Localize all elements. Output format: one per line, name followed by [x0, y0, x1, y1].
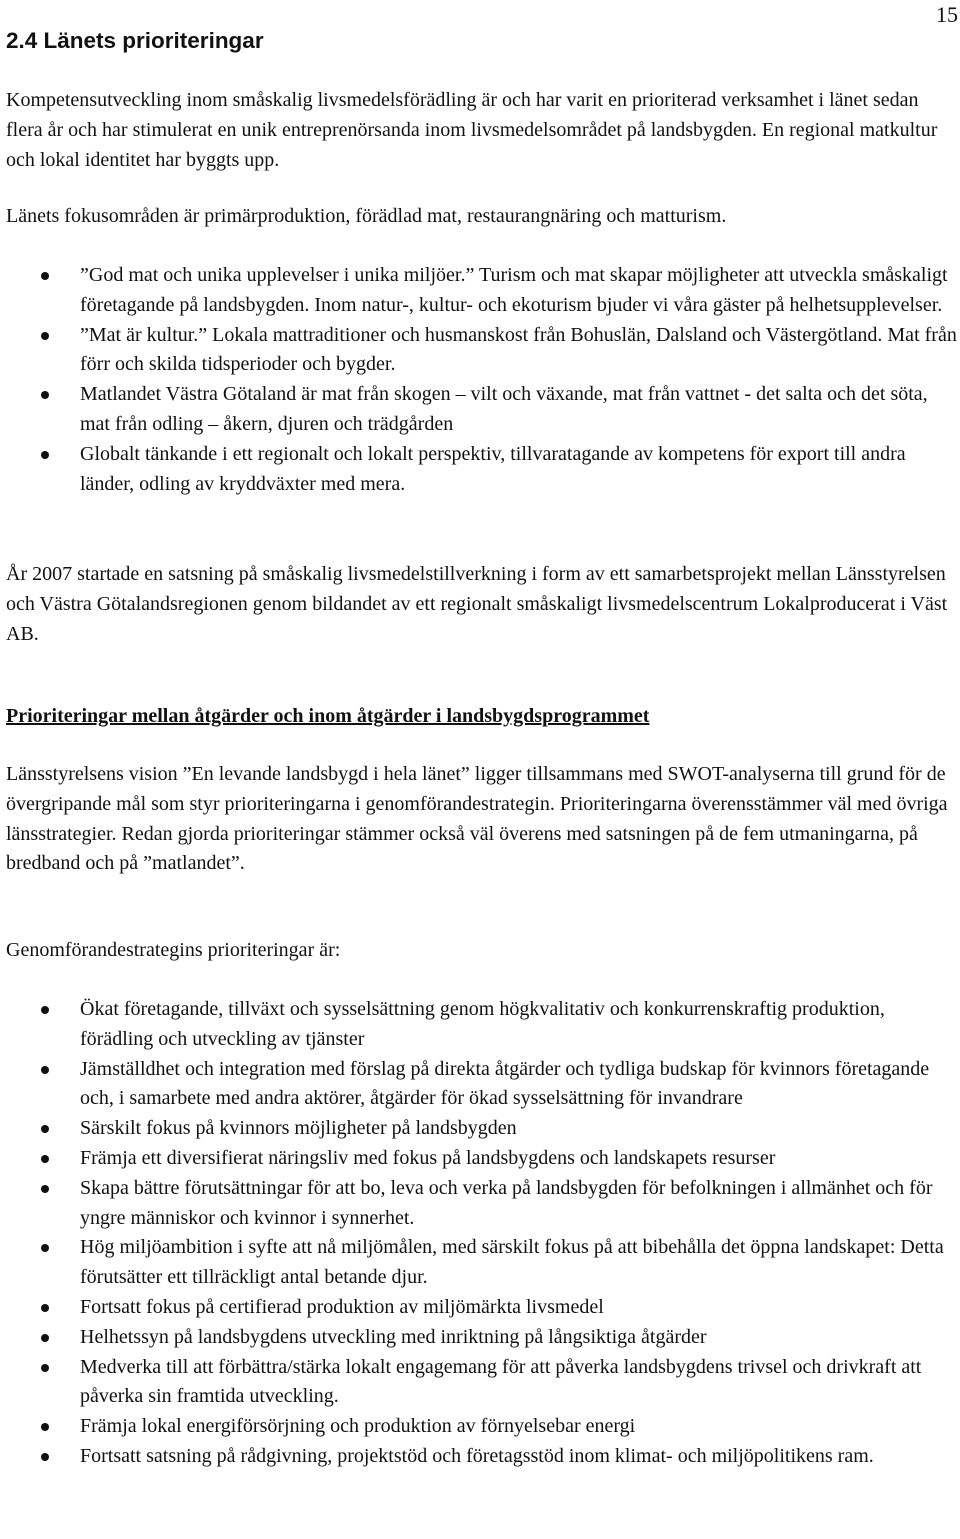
bullet-icon: [41, 1334, 49, 1342]
list-item-text: Jämställdhet och integration med förslag på direkta åtgärder och tydliga budskap för kvinnors företagande och, i samarbete med andra aktörer, åtgärder för ökad sysselsättning för invandrare: [80, 1057, 930, 1110]
strategy-intro-paragraph: Genomförandestrategins prioriteringar är:: [6, 939, 341, 961]
list-item-text: Främja lokal energiförsörjning och produktion av förnyelsebar energi: [80, 1415, 636, 1438]
list-item-text: ”Mat är kultur.” Lokala mattraditioner och husmanskost från Bohuslän, Dalsland och Västergötland. Mat från förr och skilda tidsperioder och bygder.: [80, 323, 957, 376]
bullet-icon: [41, 391, 49, 399]
page-number: 15: [936, 2, 958, 27]
priorities-subheading: Prioriteringar mellan åtgärder och inom åtgärder i landsbygdsprogrammet: [6, 705, 650, 727]
list-item-text: ”God mat och unika upplevelser i unika miljöer.” Turism och mat skapar möjligheter att utveckla småskaligt företagande på landsbygden. Inom natur-, kultur- och ekoturism bjuder vi våra gäster på helhetsupplevelser.: [80, 264, 948, 316]
list-item-text: Ökat företagande, tillväxt och sysselsättning genom högkvalitativ och konkurrenskraftig produktion, förädling och utveckling av tjänster: [80, 998, 885, 1050]
project-paragraph: År 2007 startade en satsning på småskalig livsmedelstillverkning i form av ett samarbetsprojekt mellan Länsstyrelsen och Västra Götalandsregionen genom bildandet av ett regionalt småskaligt livsmedelscentrum Lokalproducerat i Väst AB.: [6, 563, 948, 645]
list-item: [0, 1174, 960, 1234]
list-item-text: Särskilt fokus på kvinnors möjligheter på landsbygden: [80, 1117, 517, 1140]
list-item: [0, 1293, 960, 1323]
bullet-icon: [41, 272, 49, 280]
list-item-text: Globalt tänkande i ett regionalt och lokalt perspektiv, tillvaratagande av kompetens för export till andra länder, odling av kryddväxter med mera.: [80, 442, 906, 495]
bullet-icon: [41, 1244, 49, 1252]
list-item: [0, 1144, 960, 1174]
list-item-text: Helhetssyn på landsbygdens utveckling med inriktning på långsiktiga åtgärder: [80, 1325, 707, 1348]
bullet-icon: [41, 1006, 49, 1014]
list-item: [0, 1055, 960, 1115]
list-item-text: Fortsatt satsning på rådgivning, projektstöd och företagsstöd inom klimat- och miljöpolitikens ram.: [80, 1444, 874, 1467]
list-item: [0, 1442, 960, 1472]
list-item: [0, 321, 960, 381]
section-heading: 2.4 Länets prioriteringar: [6, 28, 264, 53]
list-item-text: Skapa bättre förutsättningar för att bo, leva och verka på landsbygden för befolkningen i allmänhet och för yngre människor och kvinnor i synnerhet.: [80, 1176, 933, 1229]
list-item: [0, 995, 960, 1055]
list-item: [0, 380, 960, 440]
focus-bullet-list: [0, 261, 960, 499]
intro-paragraph: Kompetensutveckling inom småskalig livsmedelsförädling är och har varit en prioriterad verksamhet i länet sedan flera år och har stimulerat en unik entreprenörsanda inom livsmedelsområdet på landsbygden. En regional matkultur och lokal identitet har byggts upp.: [6, 89, 938, 171]
list-item-text: Fortsatt fokus på certifierad produktion av miljömärkta livsmedel: [80, 1295, 604, 1318]
bullet-icon: [41, 451, 49, 459]
focus-areas-paragraph: Länets fokusområden är primärproduktion, förädlad mat, restaurangnäring och matturism.: [6, 205, 727, 227]
list-item-text: Främja ett diversifierat näringsliv med fokus på landsbygdens och landskapets resurser: [80, 1146, 776, 1169]
list-item: [0, 1323, 960, 1353]
bullet-icon: [41, 1155, 49, 1163]
list-item: [0, 1114, 960, 1144]
list-item: [0, 1233, 960, 1293]
bullet-icon: [41, 1423, 49, 1431]
list-item: [0, 261, 960, 321]
bullet-icon: [41, 1304, 49, 1312]
list-item: [0, 1353, 960, 1413]
bullet-icon: [41, 1364, 49, 1372]
bullet-icon: [41, 1185, 49, 1193]
bullet-icon: [41, 1125, 49, 1133]
list-item: [0, 440, 960, 500]
list-item: [0, 1412, 960, 1442]
bullet-icon: [41, 1453, 49, 1461]
list-item-text: Medverka till att förbättra/stärka lokalt engagemang för att påverka landsbygdens trivsel och drivkraft att påverka sin framtida utveckling.: [80, 1355, 922, 1408]
bullet-icon: [41, 1066, 49, 1074]
priorities-bullet-list: [0, 995, 960, 1472]
list-item-text: Hög miljöambition i syfte att nå miljömålen, med särskilt fokus på att bibehålla det öppna landskapet: Detta förutsätter ett tillräckligt antal betande djur.: [80, 1236, 944, 1289]
bullet-icon: [41, 332, 49, 340]
vision-paragraph: Länsstyrelsens vision ”En levande landsbygd i hela länet” ligger tillsammans med SWOT-analyserna till grund för de övergripande mål som styr prioriteringarna i genomförandestrategin. Prioriteringarna överensstämmer väl med övriga länsstrategier. Redan gjorda prioriteringar stämmer också väl överens med satsningen på de fem utmaningarna, på bredband och på ”matlandet”.: [6, 763, 948, 875]
list-item-text: Matlandet Västra Götaland är mat från skogen – vilt och växande, mat från vattnet - det salta och det söta, mat från odling – åkern, djuren och trädgården: [80, 383, 928, 435]
